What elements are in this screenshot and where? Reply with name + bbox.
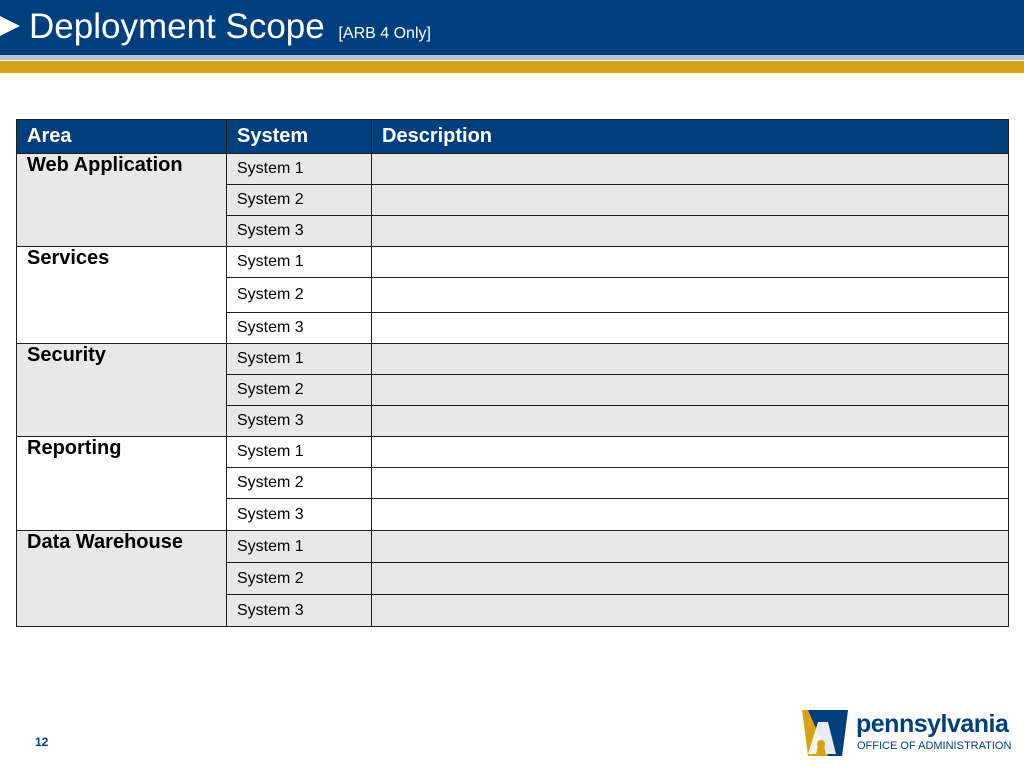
description-cell xyxy=(372,375,1009,406)
header-system: System xyxy=(227,120,372,154)
logo-name: pennsylvania xyxy=(856,710,1009,738)
area-cell: Web Application xyxy=(17,154,227,247)
description-cell xyxy=(372,216,1009,247)
description-cell xyxy=(372,278,1009,313)
description-cell xyxy=(372,247,1009,278)
description-cell xyxy=(372,563,1009,595)
table-row xyxy=(17,437,1009,468)
system-cell: System 1 xyxy=(227,344,372,375)
description-cell xyxy=(372,406,1009,437)
system-cell: System 3 xyxy=(227,499,372,531)
description-cell xyxy=(372,313,1009,344)
title-divider xyxy=(0,55,1024,60)
table-row xyxy=(17,344,1009,375)
system-cell: System 1 xyxy=(227,531,372,563)
system-cell: System 2 xyxy=(227,468,372,499)
system-cell: System 1 xyxy=(227,247,372,278)
description-cell xyxy=(372,185,1009,216)
system-cell: System 3 xyxy=(227,595,372,627)
description-cell xyxy=(372,468,1009,499)
system-cell: System 3 xyxy=(227,313,372,344)
area-cell: Data Warehouse xyxy=(17,531,227,627)
description-cell xyxy=(372,154,1009,185)
system-cell: System 3 xyxy=(227,216,372,247)
title-bar xyxy=(0,0,1024,55)
play-arrow-icon xyxy=(0,16,20,36)
table-row xyxy=(17,154,1009,185)
title-accent-bar xyxy=(0,61,1024,73)
system-cell: System 2 xyxy=(227,375,372,406)
slide-title-main: Deployment Scope xyxy=(29,7,325,46)
system-cell: System 1 xyxy=(227,437,372,468)
slide-title xyxy=(29,6,431,55)
deployment-scope-table xyxy=(16,119,1009,627)
header-description: Description xyxy=(372,120,1009,154)
table-row xyxy=(17,247,1009,278)
description-cell xyxy=(372,531,1009,563)
system-cell: System 2 xyxy=(227,278,372,313)
system-cell: System 2 xyxy=(227,563,372,595)
system-cell: System 3 xyxy=(227,406,372,437)
description-cell xyxy=(372,499,1009,531)
slide-subtitle: [ARB 4 Only] xyxy=(338,25,431,42)
area-cell: Services xyxy=(17,247,227,344)
description-cell xyxy=(372,344,1009,375)
system-cell: System 1 xyxy=(227,154,372,185)
area-cell: Security xyxy=(17,344,227,437)
keystone-logo-icon xyxy=(800,708,852,758)
logo-subtitle: OFFICE OF ADMINISTRATION xyxy=(857,740,1012,752)
area-cell: Reporting xyxy=(17,437,227,531)
description-cell xyxy=(372,595,1009,627)
pennsylvania-logo xyxy=(800,708,1010,760)
table-header-row xyxy=(17,120,1009,154)
page-number: 12 xyxy=(35,735,49,749)
system-cell: System 2 xyxy=(227,185,372,216)
table-row xyxy=(17,531,1009,563)
description-cell xyxy=(372,437,1009,468)
header-area: Area xyxy=(17,120,227,154)
